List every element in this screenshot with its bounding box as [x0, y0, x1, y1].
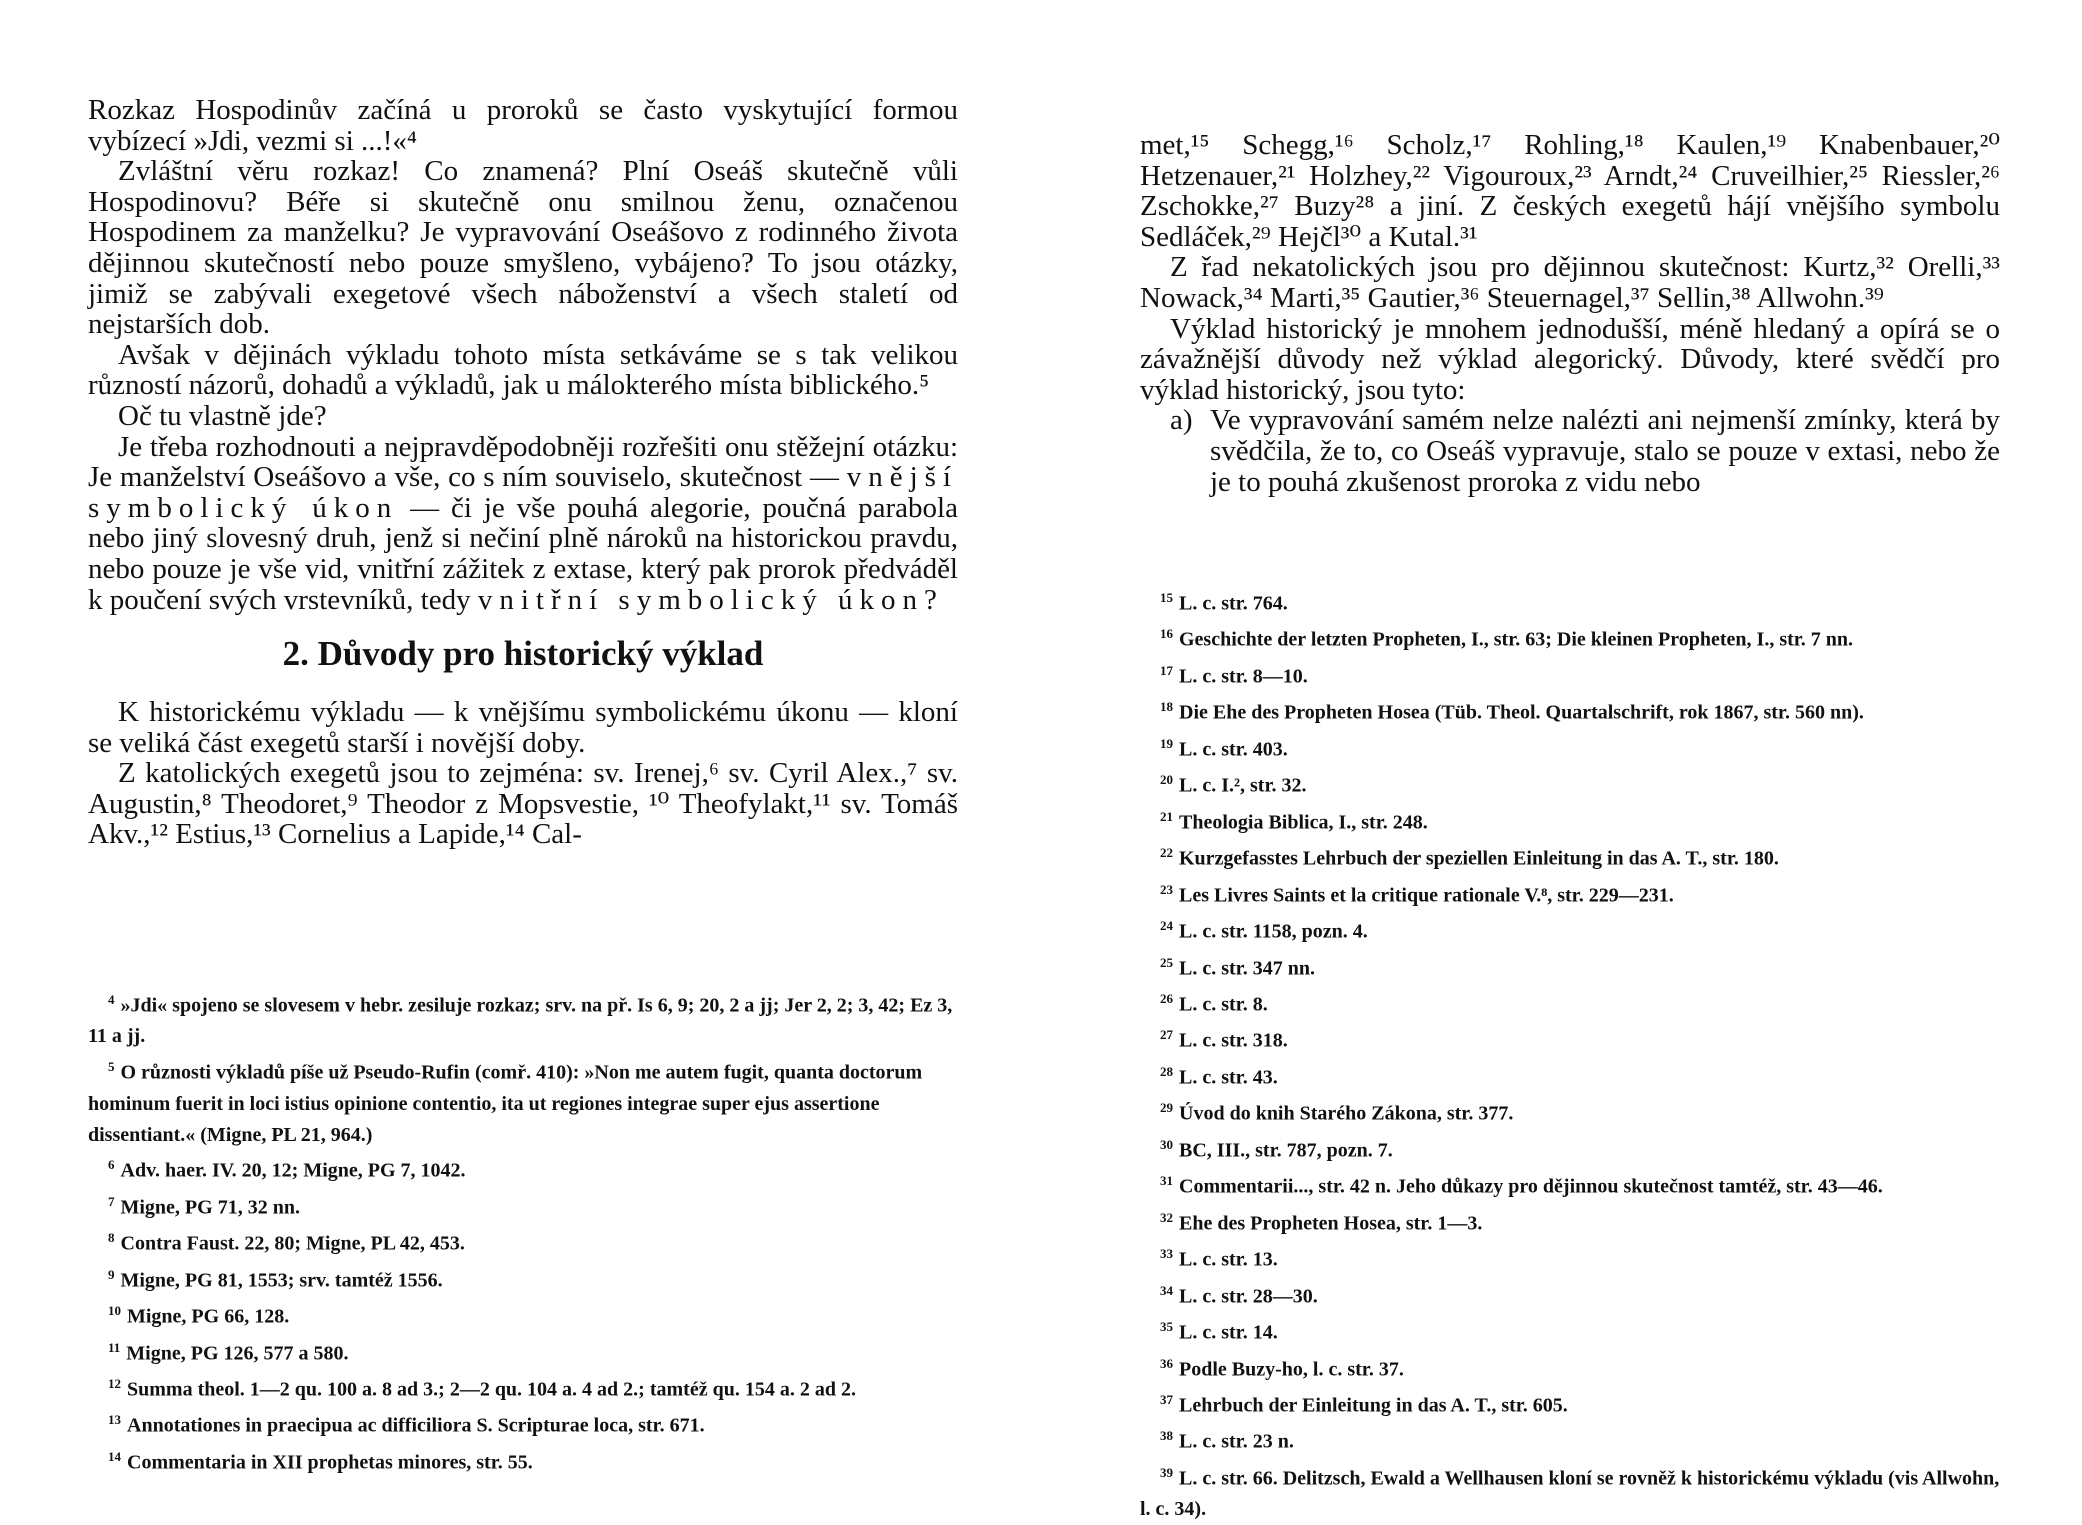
footnote-text: Migne, PG 81, 1553; srv. tamtéž 1556. — [120, 1269, 443, 1292]
left-page — [88, 0, 958, 1500]
footnote-text: Podle Buzy-ho, l. c. str. 37. — [1179, 1358, 1404, 1381]
footnote-mark: 35 — [1160, 1319, 1173, 1335]
footnote-mark: 6 — [108, 1157, 115, 1173]
left-main-text — [88, 95, 958, 850]
footnote-text: Commentaria in XII prophetas minores, str. 55. — [127, 1451, 533, 1474]
footnote-mark: 7 — [108, 1193, 115, 1209]
footnote-text: L. c. I.², str. 32. — [1179, 774, 1307, 797]
footnote-text: Adv. haer. IV. 20, 12; Migne, PG 7, 1042. — [120, 1159, 466, 1182]
footnote-text: L. c. str. 8—10. — [1179, 665, 1308, 688]
footnote-mark: 21 — [1160, 808, 1173, 824]
footnote-text: L. c. str. 43. — [1179, 1066, 1278, 1089]
footnote — [1140, 1166, 2000, 1202]
footnote — [1140, 1349, 2000, 1385]
footnote-mark: 5 — [108, 1059, 115, 1075]
footnote-text: BC, III., str. 787, pozn. 7. — [1179, 1139, 1393, 1162]
footnote-mark: 38 — [1160, 1428, 1173, 1444]
footnote-text: Migne, PG 71, 32 nn. — [120, 1196, 300, 1219]
footnote — [88, 1333, 958, 1369]
footnote — [1140, 656, 2000, 692]
footnote-mark: 4 — [108, 992, 115, 1007]
footnote — [88, 1369, 958, 1405]
paragraph: Z katolických exegetů jsou to zejména: sv. Irenej,⁶ sv. Cyril Alex.,⁷ sv. Augustin,⁸ Theodoret,⁹ Theodor z Mopsvestie, ¹⁰ Theofylakt,¹¹ sv. Tomáš Akv.,¹² Estius,¹³ Cornelius a Lapide,¹⁴ Cal- — [88, 757, 958, 851]
footnote-mark: 22 — [1160, 845, 1173, 861]
footnote-text: Theologia Biblica, I., str. 248. — [1179, 811, 1428, 834]
footnote — [1140, 1130, 2000, 1166]
footnote-text: Ehe des Propheten Hosea, str. 1—3. — [1179, 1212, 1483, 1235]
footnote-mark: 24 — [1160, 918, 1173, 934]
footnote-mark: 32 — [1160, 1209, 1173, 1225]
list-text: Ve vypravování samém nelze nalézti ani nejmenší zmínky, která by svědčila, že to, co Oseáš vypravuje, stalo se pouze v extasi, nebo že je to pouhá zkušenost proroka z vidu nebo — [1210, 404, 2000, 498]
footnote-mark: 29 — [1160, 1100, 1173, 1116]
footnote — [88, 1260, 958, 1296]
footnote-text: O různosti výkladů píše už Pseudo-Rufin (comř. 410): »Non me autem fugit, quanta doctorum hominum fuerit in loci istius opinione contentio, ita ut regiones integrae super ejus assertione dissentiant.« (Migne, PL 21, 964.) — [88, 1061, 923, 1146]
right-page — [1140, 0, 2000, 1521]
footnote — [1140, 838, 2000, 874]
footnote — [1140, 1239, 2000, 1275]
footnote — [88, 1150, 958, 1186]
footnote-mark: 18 — [1160, 699, 1173, 715]
footnote — [1140, 1312, 2000, 1348]
footnote-text: L. c. str. 1158, pozn. 4. — [1179, 920, 1368, 943]
footnote — [88, 985, 958, 1052]
paragraph: met,¹⁵ Schegg,¹⁶ Scholz,¹⁷ Rohling,¹⁸ Kaulen,¹⁹ Knabenbauer,²⁰ Hetzenauer,²¹ Holzhey,²² Vigouroux,²³ Arndt,²⁴ Cruveilhier,²⁵ Riessler,²⁶ Zschokke,²⁷ Buzy²⁸ a jiní. Z českých exegetů hájí vnějšího symbolu Sedláček,²⁹ Hejčl³⁰ a Kutal.³¹ — [1140, 129, 2000, 253]
footnote-mark: 9 — [108, 1266, 115, 1282]
footnote-mark: 15 — [1160, 590, 1173, 605]
footnote — [1140, 911, 2000, 947]
footnote-mark: 27 — [1160, 1027, 1173, 1043]
text-span: Je třeba rozhodnouti a nejpravděpodobněji rozřešiti onu stěžejní otázku: Je manželství Oseášovo a vše, co s ním souviselo, skutečnost — — [88, 430, 958, 494]
footnote-mark: 19 — [1160, 735, 1173, 751]
right-main-text — [1140, 130, 2000, 497]
footnote — [1140, 1020, 2000, 1056]
footnote — [1140, 765, 2000, 801]
footnote — [1140, 1421, 2000, 1457]
footnote — [1140, 692, 2000, 728]
footnote — [1140, 1458, 2000, 1525]
footnote — [1140, 875, 2000, 911]
footnote — [1140, 1385, 2000, 1421]
footnote-text: Úvod do knih Starého Zákona, str. 377. — [1179, 1103, 1514, 1125]
footnote-text: L. c. str. 318. — [1179, 1030, 1288, 1053]
footnote — [1140, 1057, 2000, 1093]
paragraph: Zvláštní věru rozkaz! Co znamená? Plní Oseáš skutečně vůli Hospodinovu? Béře si skutečně onu smilnou ženu, označenou Hospodinem za manželku? Je vypravování Oseášovo z rodinného života dějinnou skutečností nebo pouze smyšleno, vybájeno? To jsou otázky, jimiž se zabývali exegetové všech náboženství a všech staletí od nejstarších dob. — [88, 155, 958, 341]
footnote — [88, 1223, 958, 1259]
text-span: — či je vše pouhá alegorie, poučná parabola nebo jiný slovesný druh, jenž si nečiní plně nároků na historickou pravdu, nebo pouze je vše vid, vnitřní zážitek z extase, který pak prorok předváděl k poučení svých vrstevníků, tedy — [88, 491, 958, 616]
right-footnotes — [1140, 583, 2000, 1525]
footnote-mark: 26 — [1160, 990, 1173, 1006]
paragraph: Rozkaz Hospodinův začíná u proroků se často vyskytující formou vybízecí »Jdi, vezmi si ...!«⁴ — [88, 94, 958, 157]
footnote — [1140, 1276, 2000, 1312]
footnote — [88, 1187, 958, 1223]
footnote-text: L. c. str. 764. — [1179, 592, 1288, 615]
footnote-mark: 10 — [108, 1303, 121, 1319]
footnote-text: Geschichte der letzten Propheten, I., str. 63; Die kleinen Propheten, I., str. 7 nn. — [1179, 629, 1854, 652]
footnote — [1140, 1203, 2000, 1239]
footnote-text: Die Ehe des Propheten Hosea (Tüb. Theol. Quartalschrift, rok 1867, str. 560 nn). — [1179, 702, 1864, 725]
paragraph: K historickému výkladu — k vnějšímu symbolickému úkonu — kloní se veliká část exegetů starší i novější doby. — [88, 696, 958, 759]
footnote — [1140, 729, 2000, 765]
footnote-text: Commentarii..., str. 42 n. Jeho důkazy pro dějinnou skutečnost tamtéž, str. 43—46. — [1179, 1175, 1883, 1198]
spaced-term: vnitřní symbolický úkon — [477, 583, 924, 616]
footnote — [88, 1296, 958, 1332]
footnote — [1140, 583, 2000, 619]
footnote — [1140, 948, 2000, 984]
footnote-mark: 34 — [1160, 1282, 1173, 1298]
text-span: ? — [924, 583, 937, 616]
footnote — [88, 1442, 958, 1478]
footnote-text: L. c. str. 403. — [1179, 738, 1288, 761]
footnote — [1140, 802, 2000, 838]
footnote — [1140, 984, 2000, 1020]
footnote-mark: 11 — [108, 1339, 121, 1355]
footnote-mark: 28 — [1160, 1063, 1173, 1079]
footnote-mark: 16 — [1160, 626, 1173, 642]
footnote-mark: 20 — [1160, 772, 1173, 788]
footnote-text: L. c. str. 13. — [1179, 1248, 1278, 1271]
section-heading: 2. Důvody pro historický výklad — [282, 634, 764, 674]
footnote-mark: 25 — [1160, 954, 1173, 970]
footnote-mark: 36 — [1160, 1355, 1173, 1371]
footnote-mark: 8 — [108, 1230, 115, 1246]
paragraph: Výklad historický je mnohem jednodušší, méně hledaný a opírá se o závažnější důvody než výklad alegorický. Důvody, které svědčí pro výklad historický, jsou tyto: — [1140, 312, 2000, 406]
footnote-mark: 14 — [108, 1448, 121, 1464]
paragraph: Z řad nekatolických jsou pro dějinnou skutečnost: Kurtz,³² Orelli,³³ Nowack,³⁴ Marti,³⁵ Gautier,³⁶ Steuernagel,³⁷ Sellin,³⁸ Allwohn.³⁹ — [1140, 251, 2000, 314]
footnote-text: Migne, PG 66, 128. — [127, 1305, 290, 1328]
footnote — [88, 1052, 958, 1150]
spaced-term: vnější symbolický úkon — [88, 461, 958, 524]
footnote-text: Les Livres Saints et la critique rationale V.⁸, str. 229—231. — [1179, 884, 1674, 907]
footnote-text: L. c. str. 8. — [1179, 993, 1268, 1016]
footnote-text: Kurzgefasstes Lehrbuch der speziellen Einleitung in das A. T., str. 180. — [1179, 847, 1779, 870]
left-footnotes — [88, 985, 958, 1478]
footnote-text: L. c. str. 347 nn. — [1179, 957, 1315, 980]
footnote-text: L. c. str. 23 n. — [1179, 1431, 1294, 1454]
footnote-text: L. c. str. 66. Delitzsch, Ewald a Wellhausen kloní se rovněž k historickému výkladu (vis Allwohn, l. c. 34). — [1140, 1467, 2000, 1521]
question-paragraph — [88, 432, 958, 616]
footnote-mark: 13 — [108, 1412, 121, 1428]
footnote — [1140, 619, 2000, 655]
footnote-text: Annotationes in praecipua ac difficiliora S. Scripturae loca, str. 671. — [127, 1415, 705, 1438]
footnote — [1140, 1093, 2000, 1129]
footnote — [88, 1405, 958, 1441]
footnote-mark: 17 — [1160, 662, 1173, 678]
footnote-mark: 39 — [1160, 1464, 1173, 1480]
list-item — [1140, 405, 2000, 497]
footnote-text: »Jdi« spojeno se slovesem v hebr. zesiluje rozkaz; srv. na př. Is 6, 9; 20, 2 a jj; Jer 2, 2; 3, 42; Ez 3, 11 a jj. — [88, 994, 953, 1048]
paragraph: Oč tu vlastně jde? — [118, 399, 327, 432]
footnote-mark: 23 — [1160, 881, 1173, 897]
footnote-text: Summa theol. 1—2 qu. 100 a. 8 ad 3.; 2—2 qu. 104 a. 4 ad 2.; tamtéž qu. 154 a. 2 ad 2. — [127, 1378, 856, 1401]
list-label: a) — [1170, 404, 1193, 437]
footnote-mark: 31 — [1160, 1173, 1173, 1189]
footnote-text: L. c. str. 14. — [1179, 1321, 1278, 1344]
footnote-mark: 37 — [1160, 1391, 1173, 1407]
footnote-text: Lehrbuch der Einleitung in das A. T., str. 605. — [1179, 1394, 1568, 1417]
footnote-text: Contra Faust. 22, 80; Migne, PL 42, 453. — [120, 1232, 465, 1255]
footnote-mark: 12 — [108, 1376, 121, 1392]
footnote-text: L. c. str. 28—30. — [1179, 1285, 1318, 1308]
footnote-mark: 30 — [1160, 1136, 1173, 1152]
footnote-text: Migne, PG 126, 577 a 580. — [126, 1342, 349, 1365]
footnote-mark: 33 — [1160, 1246, 1173, 1262]
paragraph: Avšak v dějinách výkladu tohoto místa setkáváme se s tak velikou růzností názorů, dohadů a výkladů, jak u málokterého místa biblického.⁵ — [88, 338, 958, 402]
